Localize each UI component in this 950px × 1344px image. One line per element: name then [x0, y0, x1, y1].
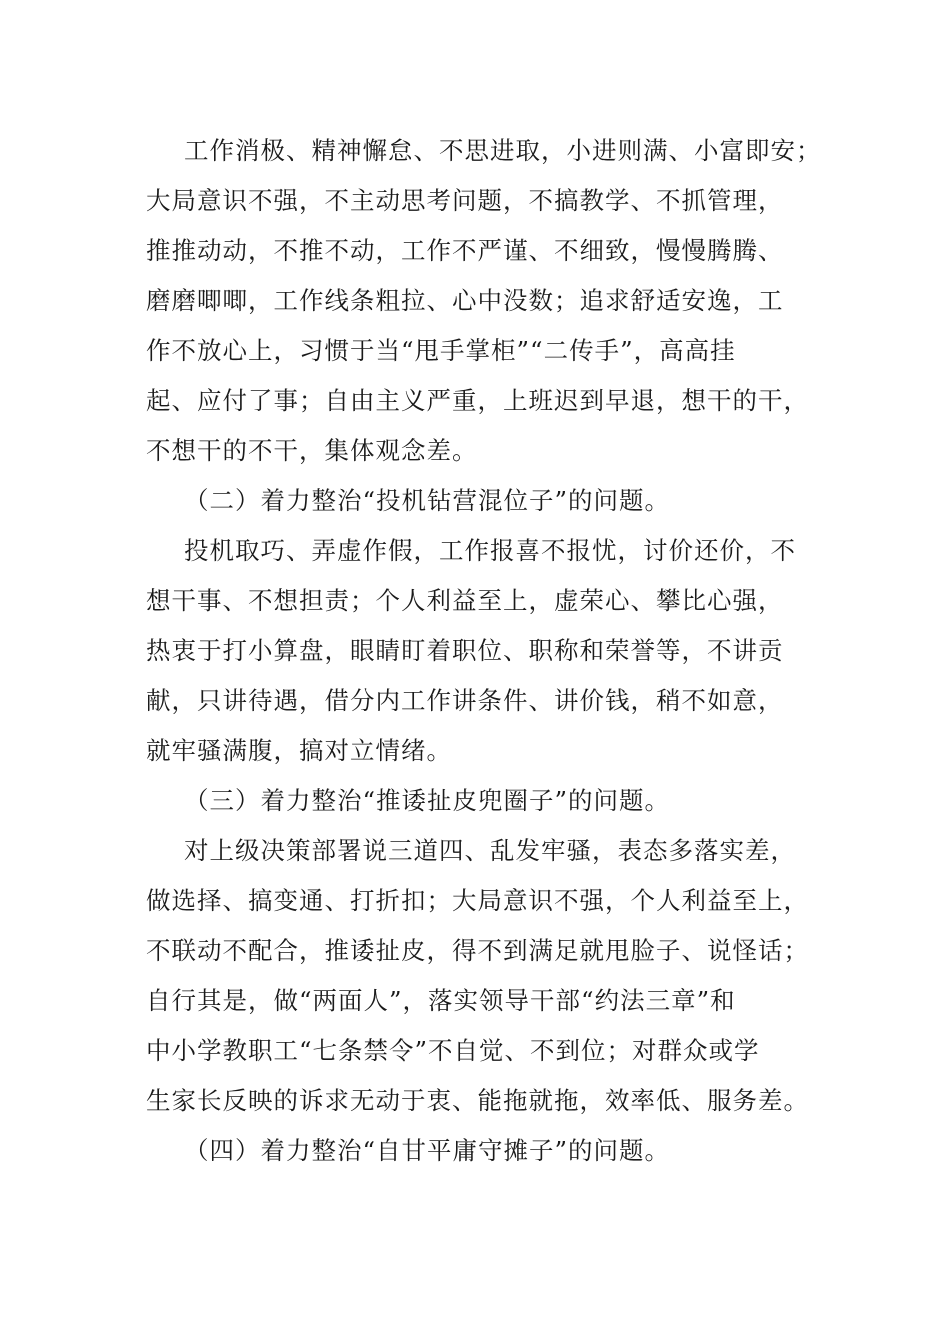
paragraph-line: 做选择、搞变通、打折扣；大局意识不强，个人利益至上，	[146, 886, 809, 915]
section-heading-3: （三）着力整治“推诿扯皮兜圈子”的问题。	[184, 786, 671, 815]
paragraph-line: 工作消极、精神懈怠、不思进取，小进则满、小富即安；	[184, 136, 822, 165]
paragraph-line: 作不放心上，习惯于当“甩手掌柜”“二传手”，高高挂	[146, 336, 736, 365]
paragraph-line: 中小学教职工“七条禁令”不自觉、不到位；对群众或学	[146, 1036, 760, 1065]
section-heading-2: （二）着力整治“投机钻营混位子”的问题。	[184, 486, 671, 515]
paragraph-line: 不想干的不干，集体观念差。	[146, 436, 478, 465]
section-heading-4: （四）着力整治“自甘平庸守摊子”的问题。	[184, 1136, 671, 1165]
paragraph-line: 热衷于打小算盘，眼睛盯着职位、职称和荣誉等，不讲贡	[146, 636, 784, 665]
paragraph-line: 对上级决策部署说三道四、乱发牢骚，表态多落实差，	[184, 836, 796, 865]
paragraph-line: 就牢骚满腹，搞对立情绪。	[146, 736, 452, 765]
paragraph-line: 不联动不配合，推诿扯皮，得不到满足就甩脸子、说怪话；	[146, 936, 809, 965]
paragraph-line: 投机取巧、弄虚作假，工作报喜不报忧，讨价还价，不	[184, 536, 796, 565]
paragraph-line: 献，只讲待遇，借分内工作讲条件、讲价钱，稍不如意，	[146, 686, 784, 715]
paragraph-line: 大局意识不强，不主动思考问题，不搞教学、不抓管理，	[146, 186, 784, 215]
paragraph-line: 起、应付了事；自由主义严重，上班迟到早退，想干的干，	[146, 386, 809, 415]
paragraph-line: 磨磨唧唧，工作线条粗拉、心中没数；追求舒适安逸，工	[146, 286, 784, 315]
paragraph-line: 推推动动，不推不动，工作不严谨、不细致，慢慢腾腾、	[146, 236, 784, 265]
paragraph-line: 自行其是，做“两面人”，落实领导干部“约法三章”和	[146, 986, 736, 1015]
paragraph-line: 生家长反映的诉求无动于衷、能拖就拖，效率低、服务差。	[146, 1086, 809, 1115]
paragraph-line: 想干事、不想担责；个人利益至上，虚荣心、攀比心强，	[146, 586, 784, 615]
